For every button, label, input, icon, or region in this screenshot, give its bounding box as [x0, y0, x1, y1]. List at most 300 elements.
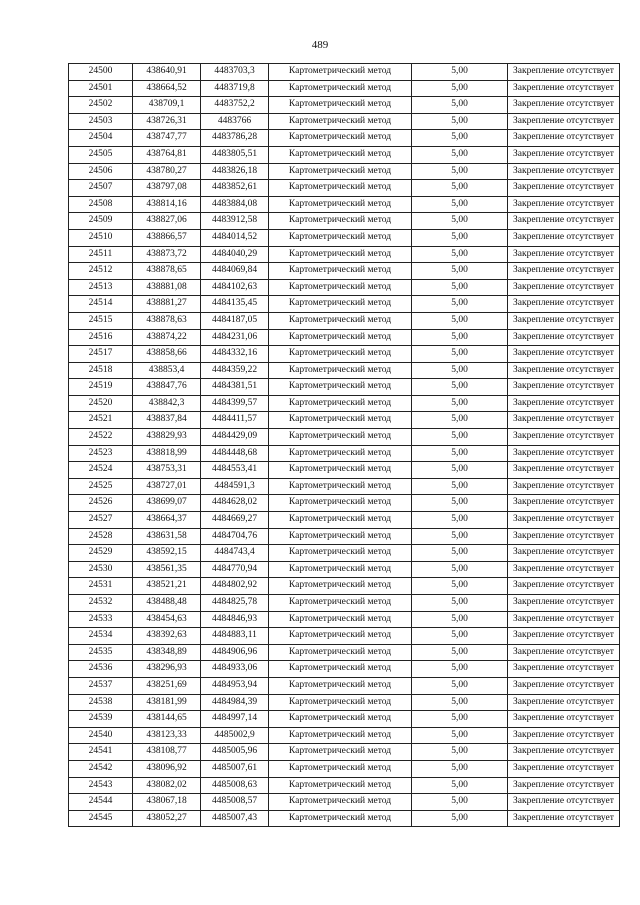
table-row: [69, 113, 620, 130]
fixation-cell: Закрепление отсутствует: [508, 412, 620, 429]
table-row: [69, 80, 620, 97]
method-cell: Картометрический метод: [269, 362, 412, 379]
table-row: [69, 213, 620, 230]
y-coordinate-cell: 4483805,51: [201, 146, 269, 163]
y-coordinate-cell: 4484984,39: [201, 694, 269, 711]
accuracy-cell: 5,00: [412, 578, 508, 595]
accuracy-cell: 5,00: [412, 180, 508, 197]
fixation-cell: Закрепление отсутствует: [508, 97, 620, 114]
x-coordinate-cell: 438709,1: [133, 97, 201, 114]
x-coordinate-cell: 438082,02: [133, 777, 201, 794]
y-coordinate-cell: 4484906,96: [201, 644, 269, 661]
y-coordinate-cell: 4484429,09: [201, 429, 269, 446]
x-coordinate-cell: 438521,21: [133, 578, 201, 595]
point-number-cell: 24527: [69, 512, 133, 529]
accuracy-cell: 5,00: [412, 346, 508, 363]
fixation-cell: Закрепление отсутствует: [508, 810, 620, 827]
accuracy-cell: 5,00: [412, 462, 508, 479]
accuracy-cell: 5,00: [412, 263, 508, 280]
y-coordinate-cell: 4485007,43: [201, 810, 269, 827]
method-cell: Картометрический метод: [269, 146, 412, 163]
y-coordinate-cell: 4484231,06: [201, 329, 269, 346]
y-coordinate-cell: 4484399,57: [201, 395, 269, 412]
method-cell: Картометрический метод: [269, 595, 412, 612]
table-body: [69, 64, 620, 827]
point-number-cell: 24539: [69, 711, 133, 728]
fixation-cell: Закрепление отсутствует: [508, 777, 620, 794]
point-number-cell: 24542: [69, 760, 133, 777]
y-coordinate-cell: 4483752,2: [201, 97, 269, 114]
accuracy-cell: 5,00: [412, 312, 508, 329]
y-coordinate-cell: 4484381,51: [201, 379, 269, 396]
point-number-cell: 24524: [69, 462, 133, 479]
table-row: [69, 130, 620, 147]
point-number-cell: 24533: [69, 611, 133, 628]
y-coordinate-cell: 4484187,05: [201, 312, 269, 329]
fixation-cell: Закрепление отсутствует: [508, 64, 620, 81]
fixation-cell: Закрепление отсутствует: [508, 545, 620, 562]
method-cell: Картометрический метод: [269, 810, 412, 827]
x-coordinate-cell: 438873,72: [133, 246, 201, 263]
point-number-cell: 24534: [69, 628, 133, 645]
y-coordinate-cell: 4484135,45: [201, 296, 269, 313]
x-coordinate-cell: 438251,69: [133, 677, 201, 694]
x-coordinate-cell: 438878,65: [133, 263, 201, 280]
fixation-cell: Закрепление отсутствует: [508, 794, 620, 811]
method-cell: Картометрический метод: [269, 545, 412, 562]
table-row: [69, 146, 620, 163]
point-number-cell: 24501: [69, 80, 133, 97]
method-cell: Картометрический метод: [269, 130, 412, 147]
method-cell: Картометрический метод: [269, 312, 412, 329]
method-cell: Картометрический метод: [269, 677, 412, 694]
x-coordinate-cell: 438123,33: [133, 727, 201, 744]
method-cell: Картометрический метод: [269, 64, 412, 81]
point-number-cell: 24509: [69, 213, 133, 230]
point-number-cell: 24512: [69, 263, 133, 280]
accuracy-cell: 5,00: [412, 213, 508, 230]
fixation-cell: Закрепление отсутствует: [508, 163, 620, 180]
method-cell: Картометрический метод: [269, 113, 412, 130]
method-cell: Картометрический метод: [269, 180, 412, 197]
y-coordinate-cell: 4484332,16: [201, 346, 269, 363]
method-cell: Картометрический метод: [269, 279, 412, 296]
fixation-cell: Закрепление отсутствует: [508, 229, 620, 246]
accuracy-cell: 5,00: [412, 113, 508, 130]
y-coordinate-cell: 4484102,63: [201, 279, 269, 296]
point-number-cell: 24516: [69, 329, 133, 346]
table-row: [69, 229, 620, 246]
x-coordinate-cell: 438797,08: [133, 180, 201, 197]
point-number-cell: 24528: [69, 528, 133, 545]
point-number-cell: 24522: [69, 429, 133, 446]
fixation-cell: Закрепление отсутствует: [508, 478, 620, 495]
y-coordinate-cell: 4484591,3: [201, 478, 269, 495]
y-coordinate-cell: 4484411,57: [201, 412, 269, 429]
fixation-cell: Закрепление отсутствует: [508, 346, 620, 363]
x-coordinate-cell: 438144,65: [133, 711, 201, 728]
y-coordinate-cell: 4483766: [201, 113, 269, 130]
accuracy-cell: 5,00: [412, 694, 508, 711]
table-row: [69, 312, 620, 329]
point-number-cell: 24514: [69, 296, 133, 313]
fixation-cell: Закрепление отсутствует: [508, 495, 620, 512]
x-coordinate-cell: 438829,93: [133, 429, 201, 446]
table-row: [69, 346, 620, 363]
method-cell: Картометрический метод: [269, 196, 412, 213]
y-coordinate-cell: 4485008,63: [201, 777, 269, 794]
table-row: [69, 760, 620, 777]
fixation-cell: Закрепление отсутствует: [508, 180, 620, 197]
y-coordinate-cell: 4484883,11: [201, 628, 269, 645]
fixation-cell: Закрепление отсутствует: [508, 727, 620, 744]
table-row: [69, 478, 620, 495]
point-number-cell: 24529: [69, 545, 133, 562]
accuracy-cell: 5,00: [412, 512, 508, 529]
x-coordinate-cell: 438699,07: [133, 495, 201, 512]
point-number-cell: 24530: [69, 561, 133, 578]
point-number-cell: 24541: [69, 744, 133, 761]
accuracy-cell: 5,00: [412, 64, 508, 81]
x-coordinate-cell: 438842,3: [133, 395, 201, 412]
table-row: [69, 296, 620, 313]
method-cell: Картометрический метод: [269, 445, 412, 462]
x-coordinate-cell: 438296,93: [133, 661, 201, 678]
x-coordinate-cell: 438818,99: [133, 445, 201, 462]
point-number-cell: 24540: [69, 727, 133, 744]
accuracy-cell: 5,00: [412, 296, 508, 313]
y-coordinate-cell: 4484933,06: [201, 661, 269, 678]
y-coordinate-cell: 4484825,78: [201, 595, 269, 612]
x-coordinate-cell: 438454,63: [133, 611, 201, 628]
x-coordinate-cell: 438753,31: [133, 462, 201, 479]
y-coordinate-cell: 4484040,29: [201, 246, 269, 263]
table-row: [69, 263, 620, 280]
point-number-cell: 24544: [69, 794, 133, 811]
point-number-cell: 24515: [69, 312, 133, 329]
y-coordinate-cell: 4485007,61: [201, 760, 269, 777]
point-number-cell: 24538: [69, 694, 133, 711]
point-number-cell: 24543: [69, 777, 133, 794]
x-coordinate-cell: 438592,15: [133, 545, 201, 562]
y-coordinate-cell: 4484553,41: [201, 462, 269, 479]
method-cell: Картометрический метод: [269, 229, 412, 246]
y-coordinate-cell: 4484997,14: [201, 711, 269, 728]
y-coordinate-cell: 4483912,58: [201, 213, 269, 230]
method-cell: Картометрический метод: [269, 462, 412, 479]
method-cell: Картометрический метод: [269, 528, 412, 545]
x-coordinate-cell: 438631,58: [133, 528, 201, 545]
accuracy-cell: 5,00: [412, 395, 508, 412]
accuracy-cell: 5,00: [412, 362, 508, 379]
accuracy-cell: 5,00: [412, 644, 508, 661]
x-coordinate-cell: 438814,16: [133, 196, 201, 213]
fixation-cell: Закрепление отсутствует: [508, 279, 620, 296]
table-row: [69, 744, 620, 761]
accuracy-cell: 5,00: [412, 97, 508, 114]
y-coordinate-cell: 4484628,02: [201, 495, 269, 512]
y-coordinate-cell: 4484802,92: [201, 578, 269, 595]
accuracy-cell: 5,00: [412, 794, 508, 811]
accuracy-cell: 5,00: [412, 429, 508, 446]
table-row: [69, 611, 620, 628]
x-coordinate-cell: 438874,22: [133, 329, 201, 346]
x-coordinate-cell: 438858,66: [133, 346, 201, 363]
y-coordinate-cell: 4484704,76: [201, 528, 269, 545]
table-row: [69, 64, 620, 81]
accuracy-cell: 5,00: [412, 744, 508, 761]
accuracy-cell: 5,00: [412, 445, 508, 462]
point-number-cell: 24525: [69, 478, 133, 495]
accuracy-cell: 5,00: [412, 711, 508, 728]
x-coordinate-cell: 438764,81: [133, 146, 201, 163]
accuracy-cell: 5,00: [412, 495, 508, 512]
table-row: [69, 777, 620, 794]
accuracy-cell: 5,00: [412, 163, 508, 180]
method-cell: Картометрический метод: [269, 760, 412, 777]
accuracy-cell: 5,00: [412, 379, 508, 396]
point-number-cell: 24511: [69, 246, 133, 263]
table-row: [69, 561, 620, 578]
fixation-cell: Закрепление отсутствует: [508, 462, 620, 479]
fixation-cell: Закрепление отсутствует: [508, 578, 620, 595]
method-cell: Картометрический метод: [269, 777, 412, 794]
table-row: [69, 711, 620, 728]
accuracy-cell: 5,00: [412, 677, 508, 694]
table-row: [69, 644, 620, 661]
point-number-cell: 24500: [69, 64, 133, 81]
method-cell: Картометрический метод: [269, 246, 412, 263]
fixation-cell: Закрепление отсутствует: [508, 296, 620, 313]
x-coordinate-cell: 438726,31: [133, 113, 201, 130]
accuracy-cell: 5,00: [412, 80, 508, 97]
fixation-cell: Закрепление отсутствует: [508, 329, 620, 346]
coordinates-table: [68, 63, 620, 827]
x-coordinate-cell: 438067,18: [133, 794, 201, 811]
fixation-cell: Закрепление отсутствует: [508, 628, 620, 645]
point-number-cell: 24532: [69, 595, 133, 612]
accuracy-cell: 5,00: [412, 760, 508, 777]
fixation-cell: Закрепление отсутствует: [508, 130, 620, 147]
x-coordinate-cell: 438488,48: [133, 595, 201, 612]
x-coordinate-cell: 438561,35: [133, 561, 201, 578]
point-number-cell: 24502: [69, 97, 133, 114]
y-coordinate-cell: 4484846,93: [201, 611, 269, 628]
table-row: [69, 677, 620, 694]
y-coordinate-cell: 4484770,94: [201, 561, 269, 578]
fixation-cell: Закрепление отсутствует: [508, 595, 620, 612]
point-number-cell: 24526: [69, 495, 133, 512]
method-cell: Картометрический метод: [269, 395, 412, 412]
accuracy-cell: 5,00: [412, 611, 508, 628]
table-row: [69, 512, 620, 529]
method-cell: Картометрический метод: [269, 711, 412, 728]
table-row: [69, 279, 620, 296]
table-row: [69, 794, 620, 811]
y-coordinate-cell: 4484069,84: [201, 263, 269, 280]
table-row: [69, 97, 620, 114]
accuracy-cell: 5,00: [412, 661, 508, 678]
x-coordinate-cell: 438727,01: [133, 478, 201, 495]
method-cell: Картометрический метод: [269, 561, 412, 578]
method-cell: Картометрический метод: [269, 163, 412, 180]
y-coordinate-cell: 4484014,52: [201, 229, 269, 246]
table-row: [69, 462, 620, 479]
y-coordinate-cell: 4483884,08: [201, 196, 269, 213]
accuracy-cell: 5,00: [412, 246, 508, 263]
fixation-cell: Закрепление отсутствует: [508, 362, 620, 379]
fixation-cell: Закрепление отсутствует: [508, 246, 620, 263]
accuracy-cell: 5,00: [412, 146, 508, 163]
table-row: [69, 412, 620, 429]
accuracy-cell: 5,00: [412, 595, 508, 612]
accuracy-cell: 5,00: [412, 329, 508, 346]
method-cell: Картометрический метод: [269, 329, 412, 346]
y-coordinate-cell: 4484953,94: [201, 677, 269, 694]
fixation-cell: Закрепление отсутствует: [508, 113, 620, 130]
accuracy-cell: 5,00: [412, 279, 508, 296]
y-coordinate-cell: 4483703,3: [201, 64, 269, 81]
point-number-cell: 24518: [69, 362, 133, 379]
point-number-cell: 24519: [69, 379, 133, 396]
y-coordinate-cell: 4485002,9: [201, 727, 269, 744]
x-coordinate-cell: 438881,08: [133, 279, 201, 296]
method-cell: Картометрический метод: [269, 495, 412, 512]
table-row: [69, 246, 620, 263]
y-coordinate-cell: 4484743,4: [201, 545, 269, 562]
fixation-cell: Закрепление отсутствует: [508, 744, 620, 761]
page-number: 489: [311, 39, 329, 51]
method-cell: Картометрический метод: [269, 794, 412, 811]
table-row: [69, 727, 620, 744]
fixation-cell: Закрепление отсутствует: [508, 80, 620, 97]
method-cell: Картометрический метод: [269, 478, 412, 495]
method-cell: Картометрический метод: [269, 694, 412, 711]
fixation-cell: Закрепление отсутствует: [508, 213, 620, 230]
accuracy-cell: 5,00: [412, 196, 508, 213]
method-cell: Картометрический метод: [269, 611, 412, 628]
accuracy-cell: 5,00: [412, 561, 508, 578]
point-number-cell: 24507: [69, 180, 133, 197]
y-coordinate-cell: 4485005,96: [201, 744, 269, 761]
x-coordinate-cell: 438348,89: [133, 644, 201, 661]
x-coordinate-cell: 438847,76: [133, 379, 201, 396]
method-cell: Картометрический метод: [269, 80, 412, 97]
table-row: [69, 595, 620, 612]
accuracy-cell: 5,00: [412, 130, 508, 147]
fixation-cell: Закрепление отсутствует: [508, 677, 620, 694]
table-row: [69, 362, 620, 379]
accuracy-cell: 5,00: [412, 777, 508, 794]
y-coordinate-cell: 4483719,8: [201, 80, 269, 97]
table-row: [69, 810, 620, 827]
fixation-cell: Закрепление отсутствует: [508, 711, 620, 728]
method-cell: Картометрический метод: [269, 727, 412, 744]
table-row: [69, 180, 620, 197]
table-row: [69, 495, 620, 512]
x-coordinate-cell: 438827,06: [133, 213, 201, 230]
point-number-cell: 24508: [69, 196, 133, 213]
point-number-cell: 24504: [69, 130, 133, 147]
y-coordinate-cell: 4484359,22: [201, 362, 269, 379]
fixation-cell: Закрепление отсутствует: [508, 694, 620, 711]
fixation-cell: Закрепление отсутствует: [508, 644, 620, 661]
fixation-cell: Закрепление отсутствует: [508, 263, 620, 280]
x-coordinate-cell: 438747,77: [133, 130, 201, 147]
accuracy-cell: 5,00: [412, 628, 508, 645]
x-coordinate-cell: 438052,27: [133, 810, 201, 827]
x-coordinate-cell: 438181,99: [133, 694, 201, 711]
fixation-cell: Закрепление отсутствует: [508, 661, 620, 678]
point-number-cell: 24520: [69, 395, 133, 412]
accuracy-cell: 5,00: [412, 229, 508, 246]
method-cell: Картометрический метод: [269, 628, 412, 645]
accuracy-cell: 5,00: [412, 412, 508, 429]
table-row: [69, 578, 620, 595]
point-number-cell: 24535: [69, 644, 133, 661]
table-row: [69, 661, 620, 678]
fixation-cell: Закрепление отсутствует: [508, 379, 620, 396]
y-coordinate-cell: 4483786,28: [201, 130, 269, 147]
x-coordinate-cell: 438664,52: [133, 80, 201, 97]
point-number-cell: 24536: [69, 661, 133, 678]
y-coordinate-cell: 4484669,27: [201, 512, 269, 529]
y-coordinate-cell: 4485008,57: [201, 794, 269, 811]
x-coordinate-cell: 438881,27: [133, 296, 201, 313]
x-coordinate-cell: 438664,37: [133, 512, 201, 529]
y-coordinate-cell: 4484448,68: [201, 445, 269, 462]
point-number-cell: 24517: [69, 346, 133, 363]
point-number-cell: 24513: [69, 279, 133, 296]
x-coordinate-cell: 438837,84: [133, 412, 201, 429]
fixation-cell: Закрепление отсутствует: [508, 312, 620, 329]
method-cell: Картометрический метод: [269, 661, 412, 678]
point-number-cell: 24531: [69, 578, 133, 595]
x-coordinate-cell: 438108,77: [133, 744, 201, 761]
x-coordinate-cell: 438878,63: [133, 312, 201, 329]
y-coordinate-cell: 4483852,61: [201, 180, 269, 197]
method-cell: Картометрический метод: [269, 97, 412, 114]
accuracy-cell: 5,00: [412, 545, 508, 562]
fixation-cell: Закрепление отсутствует: [508, 395, 620, 412]
method-cell: Картометрический метод: [269, 263, 412, 280]
point-number-cell: 24503: [69, 113, 133, 130]
method-cell: Картометрический метод: [269, 644, 412, 661]
point-number-cell: 24545: [69, 810, 133, 827]
fixation-cell: Закрепление отсутствует: [508, 512, 620, 529]
method-cell: Картометрический метод: [269, 744, 412, 761]
method-cell: Картометрический метод: [269, 512, 412, 529]
method-cell: Картометрический метод: [269, 296, 412, 313]
point-number-cell: 24506: [69, 163, 133, 180]
x-coordinate-cell: 438866,57: [133, 229, 201, 246]
point-number-cell: 24505: [69, 146, 133, 163]
accuracy-cell: 5,00: [412, 810, 508, 827]
fixation-cell: Закрепление отсутствует: [508, 760, 620, 777]
fixation-cell: Закрепление отсутствует: [508, 429, 620, 446]
table-row: [69, 694, 620, 711]
table-row: [69, 429, 620, 446]
x-coordinate-cell: 438853,4: [133, 362, 201, 379]
x-coordinate-cell: 438780,27: [133, 163, 201, 180]
x-coordinate-cell: 438096,92: [133, 760, 201, 777]
table-row: [69, 163, 620, 180]
table-row: [69, 395, 620, 412]
y-coordinate-cell: 4483826,18: [201, 163, 269, 180]
accuracy-cell: 5,00: [412, 727, 508, 744]
point-number-cell: 24523: [69, 445, 133, 462]
table-row: [69, 379, 620, 396]
